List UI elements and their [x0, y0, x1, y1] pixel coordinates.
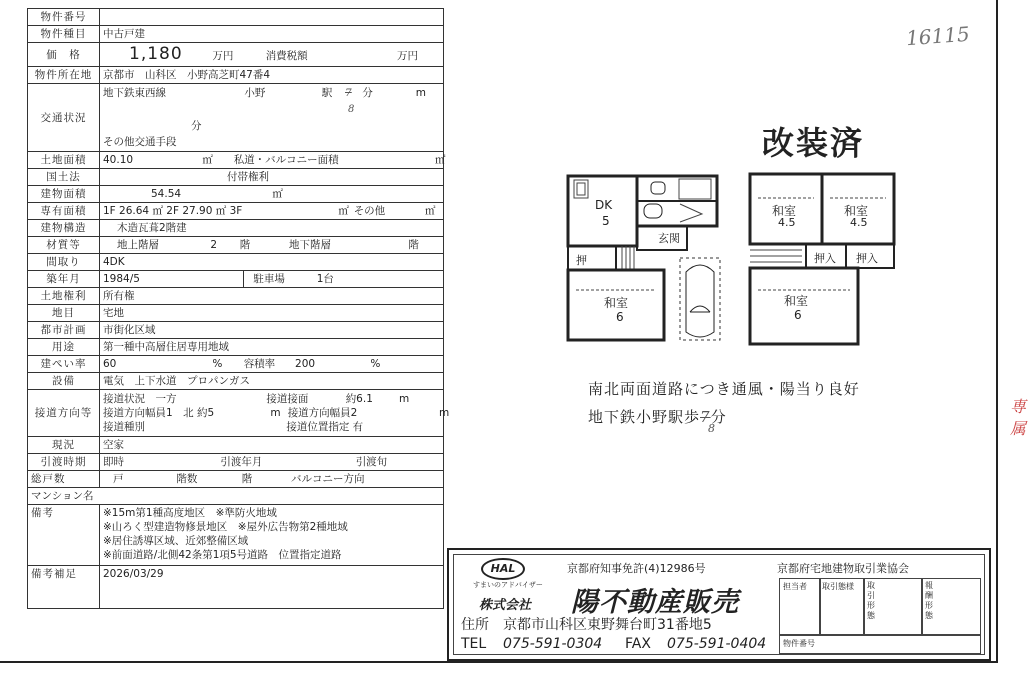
handover-row [100, 454, 444, 471]
feature-1: 南北両面道路につき通風・陽当り良好 [588, 380, 860, 398]
oshi-label: 押 [576, 254, 587, 267]
land-row [100, 152, 444, 169]
genkan-label: 玄関 [658, 232, 680, 245]
feature-2-note: 8 [708, 422, 716, 435]
units-unit: 戸 [113, 473, 124, 485]
type-label: 物件種目 [28, 26, 100, 43]
transport-station: 小野 [244, 87, 266, 99]
coverage-row [100, 356, 444, 373]
stamp-label-2: 取引態様 [822, 582, 854, 591]
floors-other-unit: ㎡ [425, 205, 436, 217]
stamp-label-5: 物件番号 [783, 639, 815, 648]
remark-2: ※山ろく型建造物修景地区 ※屋外広告物第2種地域 [103, 521, 348, 533]
washitsu-2f-b-label: 和室 [844, 204, 869, 218]
layout-value: 4DK [100, 254, 444, 271]
land-unit: ㎡ [202, 154, 213, 166]
dk-label: DK [595, 198, 613, 212]
land-label: 土地面積 [28, 152, 100, 169]
floors-unit: ㎡ [338, 205, 349, 217]
remark-3: ※居住誘導区域、近郊整備区域 [103, 535, 249, 547]
floors-row [100, 237, 444, 254]
washitsu-1f-size: 6 [616, 310, 624, 324]
built-row [100, 271, 444, 288]
washitsu-2f-c-size: 6 [794, 308, 802, 322]
price-unit: 万円 [212, 49, 234, 62]
other-transport: その他交通手段 [103, 136, 177, 148]
built-label: 築年月 [28, 271, 100, 288]
location-label: 物件所在地 [28, 67, 100, 84]
washitsu-1f-label: 和室 [604, 296, 629, 310]
units-label: 総戸数 [28, 471, 100, 488]
units-row [100, 471, 444, 488]
facilities-label: 設備 [28, 373, 100, 390]
layout-label: 間取り [28, 254, 100, 271]
dk-size: 5 [602, 214, 610, 228]
company-tel: 075-591-0304 [503, 636, 603, 652]
handover-ym: 引渡年月 [220, 456, 263, 468]
mansion-label: マンション名 [28, 488, 444, 505]
national-land-label: 国土法 [28, 169, 100, 186]
remarks-cell [100, 505, 444, 566]
fax-label: FAX [625, 636, 651, 652]
structure-label: 建物構造 [28, 220, 100, 237]
building-value: 54.54 [151, 188, 182, 200]
city-plan-value: 市街化区域 [100, 322, 444, 339]
land-category-label: 地目 [28, 305, 100, 322]
feature-2-unit: 分 [710, 408, 727, 426]
feature-2 [588, 406, 727, 435]
oshiire-2f-a: 押入 [814, 252, 836, 265]
handover-period: 引渡旬 [355, 456, 388, 468]
floor-row [100, 203, 444, 220]
structure-text: 木造瓦葺2階建 [117, 222, 187, 234]
facilities-value: 電気 上下水道 プロパンガス [100, 373, 444, 390]
price-row [100, 43, 444, 67]
storeys-unit: 階 [241, 473, 253, 485]
property-no-value [100, 9, 444, 26]
road-line2-unit: m [270, 407, 281, 419]
use-value: 第一種中高層住居専用地域 [100, 339, 444, 356]
company-license: 京都府知事免許(4)12986号 [567, 562, 706, 575]
floor-plan-1f-drawing [562, 162, 732, 347]
far-unit: % [370, 358, 381, 370]
below-floors-unit: 階 [408, 239, 419, 251]
handover-value: 即時 [103, 456, 124, 468]
coverage-value: 60 [103, 358, 117, 370]
company-name: 陽不動産販売 [571, 587, 739, 618]
material-label: 材質等 [28, 237, 100, 254]
company-logo: HAL [481, 558, 525, 580]
spec-table [27, 8, 450, 609]
remark-4: ※前面道路/北側42条第1項5号道路 位置指定道路 [103, 549, 342, 561]
building-row [100, 186, 444, 203]
station-unit: 駅 [321, 87, 333, 99]
use-label: 用途 [28, 339, 100, 356]
company-corp: 株式会社 [479, 598, 532, 613]
road-line1-b: 接道接面 [266, 393, 309, 405]
built-value: 1984/5 [100, 271, 244, 287]
road-cell [100, 390, 450, 437]
washitsu-2f-a-size: 4.5 [778, 216, 796, 229]
road-line3-b: 接道位置指定 有 [286, 421, 364, 433]
stamp-label-4: 報酬形態 [925, 581, 933, 620]
city-plan-label: 都市計画 [28, 322, 100, 339]
floor-label: 専有面積 [28, 203, 100, 220]
floor-plan-2f [742, 170, 902, 354]
road-line1-a: 接道状況 一方 [103, 393, 177, 405]
transport-cell [100, 84, 444, 152]
building-label: 建物面積 [28, 186, 100, 203]
supplement-value: 2026/03/29 [100, 566, 444, 609]
company-fax: 075-591-0404 [667, 636, 767, 652]
walk-meter-unit: m [415, 87, 426, 99]
above-floors-unit: 階 [239, 239, 251, 251]
company-box [447, 548, 991, 661]
price-value: 1,180 [129, 43, 183, 64]
land-category-value: 宅地 [100, 305, 444, 322]
storeys-label: 階数 [176, 473, 198, 485]
stamp-label-3: 取引形態 [867, 581, 875, 620]
floor-plan-1f [562, 162, 732, 351]
address-label: 住所 [461, 617, 489, 633]
road-line3-a: 接道種別 [103, 421, 145, 433]
stamp-label-1: 担当者 [783, 582, 807, 591]
price-label: 価 格 [28, 43, 100, 67]
coverage-label: 建ぺい率 [28, 356, 100, 373]
road-line1-c: 約6.1 [345, 393, 373, 405]
land-right-label: 土地権利 [28, 288, 100, 305]
floors-text: 1F 26.64 ㎡ 2F 27.90 ㎡ 3F [103, 205, 243, 217]
handwritten-id: 16115 [905, 21, 971, 51]
margin-note: 専属 [1010, 397, 1027, 438]
walk-note: 8 [348, 104, 355, 115]
floors-other: その他 [353, 205, 386, 217]
easement-label: 付帯権利 [227, 171, 269, 183]
below-floors-label: 地下階層 [289, 239, 332, 251]
feature-2-prefix: 地下鉄小野駅歩 [588, 408, 701, 426]
company-tagline: すまいのアドバイザー [473, 581, 543, 589]
road-line1-unit: m [399, 393, 410, 405]
tel-label: TEL [461, 636, 487, 652]
parking-value: 1台 [316, 273, 334, 285]
oshiire-2f-b: 押入 [856, 252, 878, 265]
remarks-label: 備考 [28, 505, 100, 566]
washitsu-2f-b-size: 4.5 [850, 216, 868, 229]
private-road-label: 私道・バルコニー面積 [233, 154, 339, 166]
land-right-value: 所有権 [100, 288, 444, 305]
parking-label: 駐車場 [253, 273, 285, 285]
building-unit: ㎡ [272, 188, 283, 200]
road-label: 接道方向等 [28, 390, 100, 437]
company-address: 京都市山科区東野舞台町31番地5 [503, 617, 712, 633]
private-road-unit: ㎡ [435, 154, 446, 166]
status-value: 空家 [100, 437, 444, 454]
tax-unit: 万円 [397, 49, 419, 62]
washitsu-2f-a-label: 和室 [772, 204, 797, 218]
feature-2-strike: 7 [700, 408, 711, 426]
coverage-unit: % [212, 358, 223, 370]
supplement-label: 備考補足 [28, 566, 100, 609]
transport-line: 地下鉄東西線 [103, 87, 166, 99]
above-floors-value: 2 [210, 239, 218, 251]
national-land-row [100, 169, 444, 186]
road-line2-b: 接道方向幅員2 [287, 407, 358, 419]
land-value: 40.10 [103, 154, 134, 166]
min-unit: 分 [191, 120, 202, 132]
status-label: 現況 [28, 437, 100, 454]
far-value: 200 [295, 358, 316, 370]
transport-label: 交通状況 [28, 84, 100, 152]
property-no-label: 物件番号 [28, 9, 100, 26]
far-label: 容積率 [243, 358, 276, 370]
above-floors-label: 地上階層 [117, 239, 159, 251]
road-line2-a: 接道方向幅員1 北 約5 [103, 407, 215, 419]
plan-title: 改装済 [762, 124, 865, 162]
road-line2-unit2: m [439, 407, 450, 419]
structure-value [100, 220, 444, 237]
type-value: 中古戸建 [100, 26, 444, 43]
location-value: 京都市 山科区 小野高芝町47番4 [100, 67, 444, 84]
washitsu-2f-c-label: 和室 [784, 294, 809, 308]
handover-label: 引渡時期 [28, 454, 100, 471]
walk-strike: 7 [345, 87, 352, 99]
remark-1: ※15m第1種高度地区 ※準防火地域 [103, 507, 277, 519]
tax-label: 消費税額 [265, 49, 308, 62]
balcony-label: バルコニー方向 [291, 473, 365, 485]
walk-unit: 分 [362, 87, 373, 99]
company-association: 京都府宅地建物取引業協会 [777, 562, 909, 575]
